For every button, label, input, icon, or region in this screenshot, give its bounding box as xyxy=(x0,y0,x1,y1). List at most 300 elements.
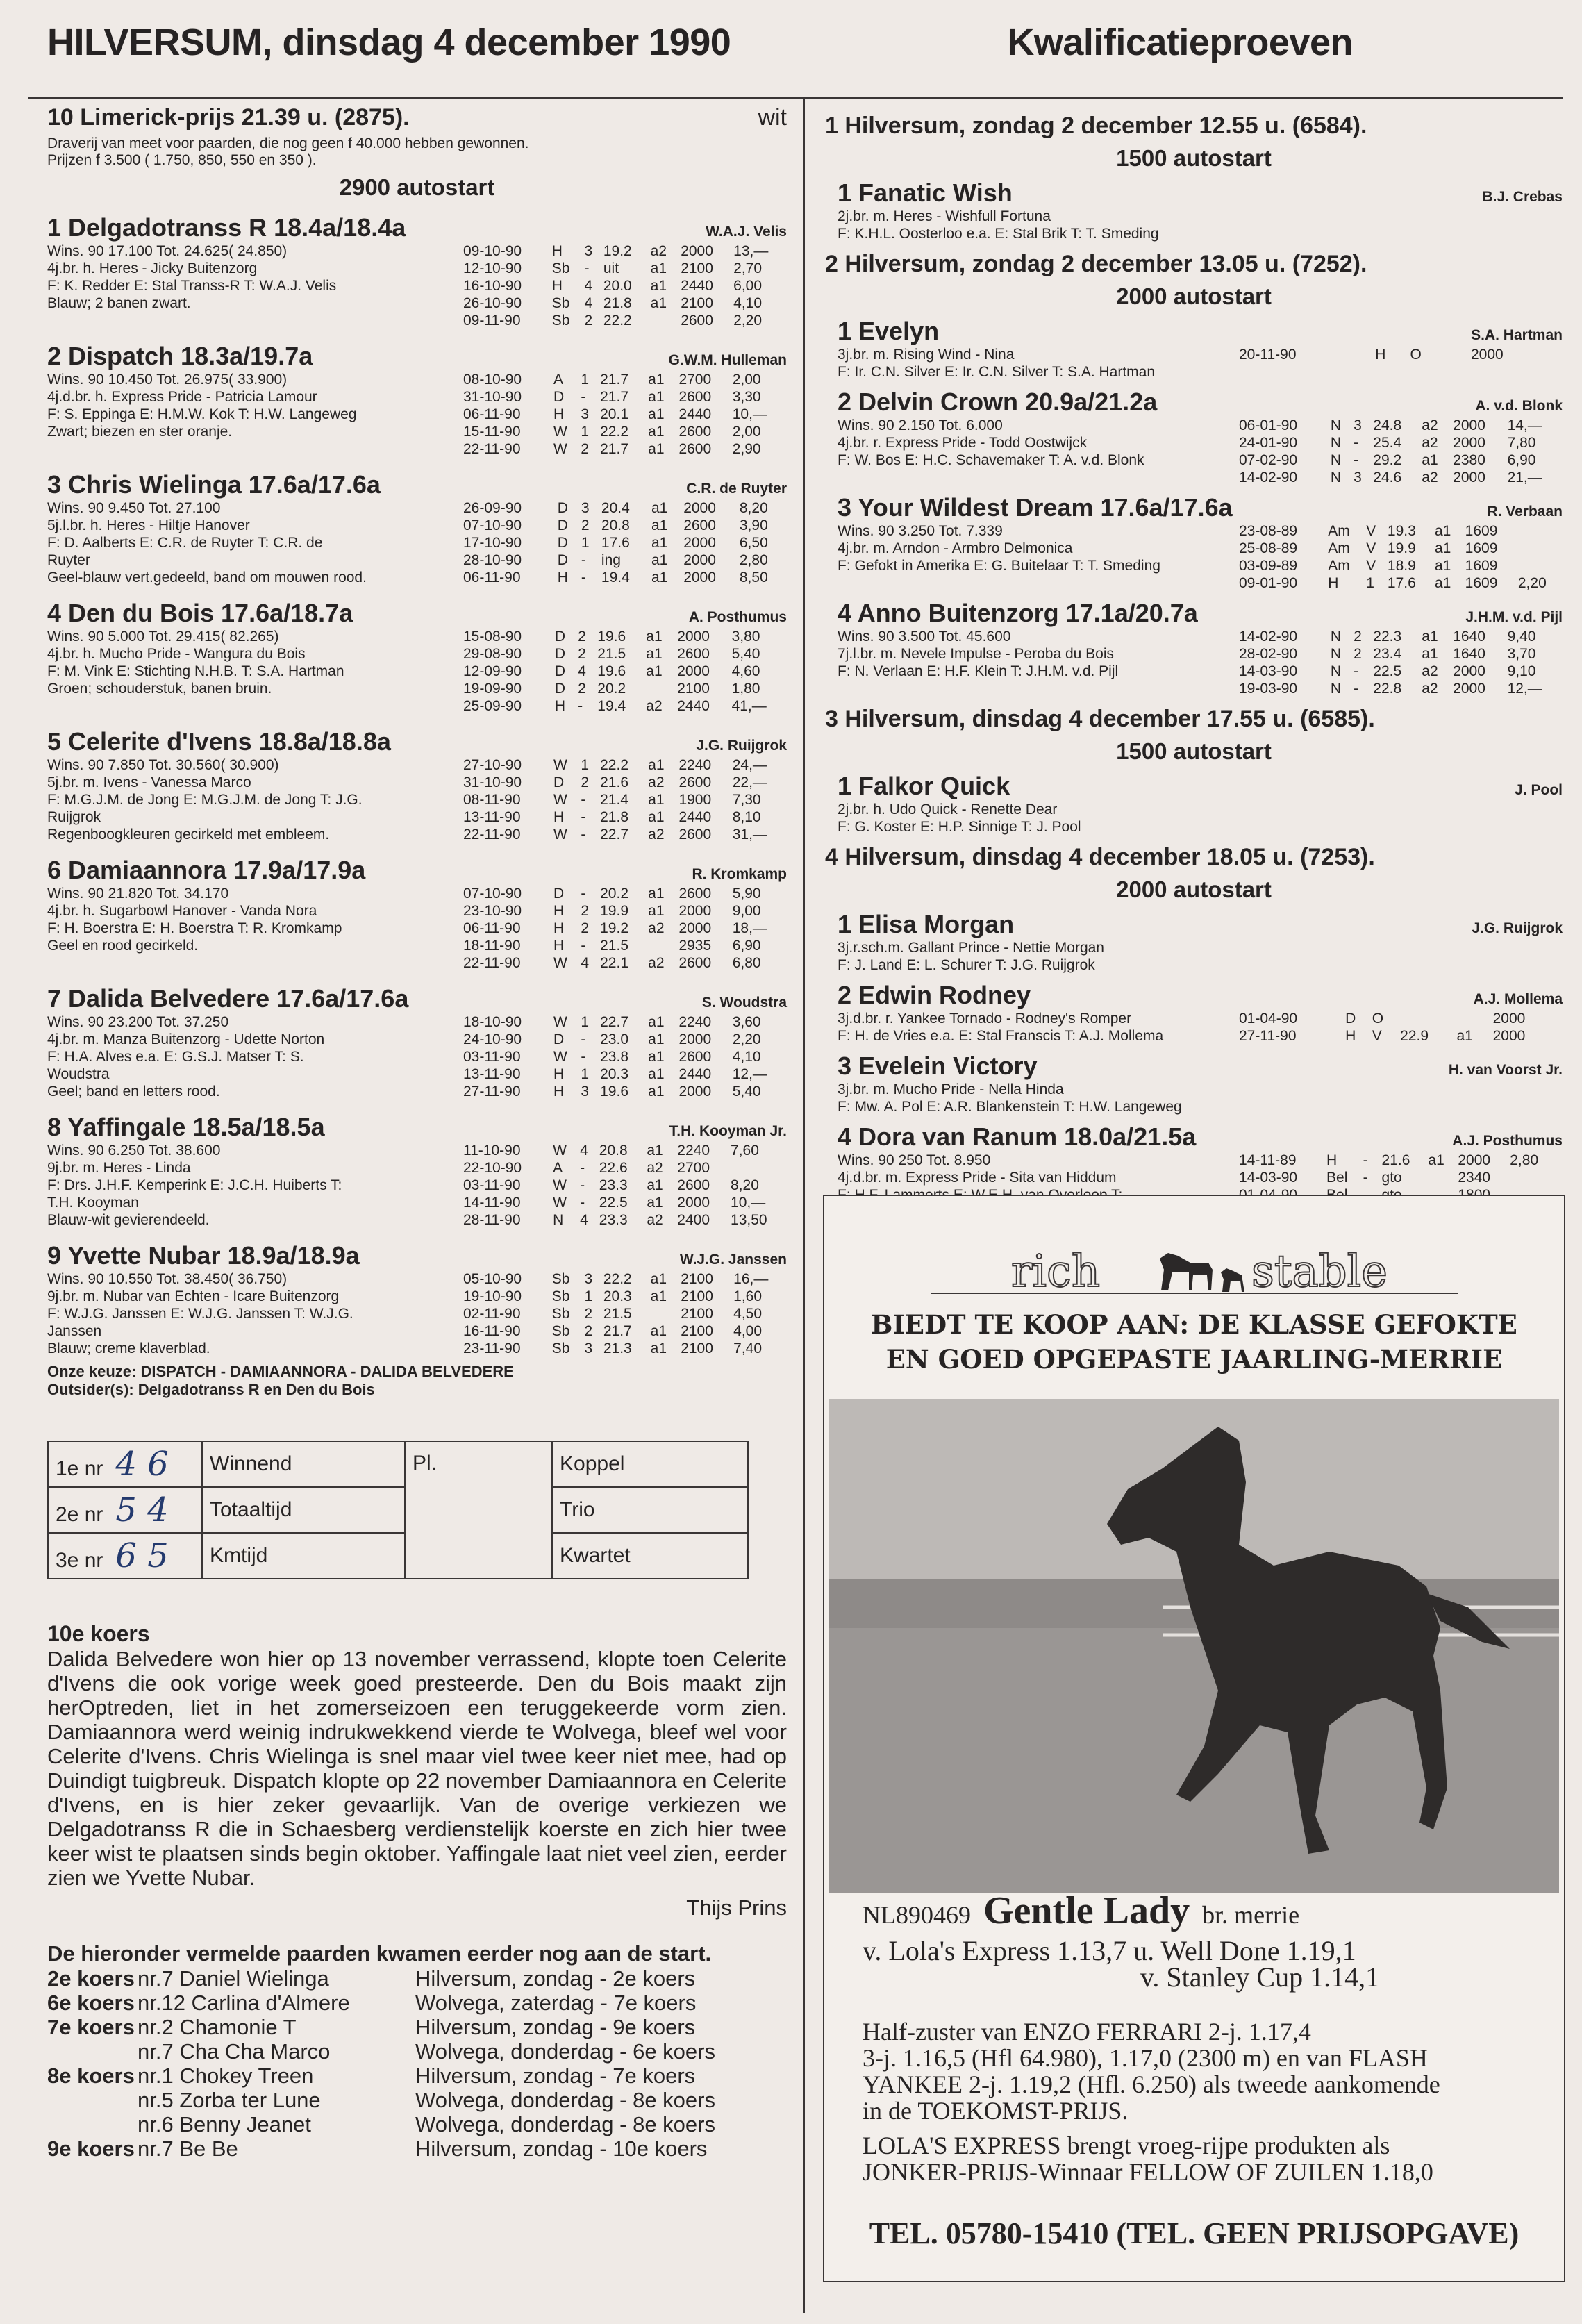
horse-driver: A. Posthumus xyxy=(688,609,787,625)
result-cell: 3,90 xyxy=(739,517,768,533)
result-cell: Sb xyxy=(551,1306,570,1322)
result-cell: 16,— xyxy=(733,1271,769,1287)
earlier-horse: nr.7 Daniel Wielinga xyxy=(138,1966,329,1991)
result-cell: 21.8 xyxy=(600,809,628,825)
horse-driver: J.H.M. v.d. Pijl xyxy=(1465,609,1563,625)
qualifier-start: 1500 autostart xyxy=(1116,145,1272,171)
result-cell: a1 xyxy=(648,1014,665,1030)
result-cell: 2600 xyxy=(678,389,712,405)
earlier-track: Wolvega, donderdag - 6e koers xyxy=(415,2039,715,2064)
horse-name: 1 Falkor Quick xyxy=(838,772,1010,800)
result-cell: a2 xyxy=(1422,681,1438,697)
result-cell: 2440 xyxy=(677,698,710,714)
ad-horse-sex: br. merrie xyxy=(1202,1901,1300,1929)
result-cell: 08-10-90 xyxy=(463,372,522,388)
result-cell: 2600 xyxy=(678,441,712,457)
result-cell: 20.1 xyxy=(600,406,628,422)
result-cell: 3 xyxy=(584,243,593,259)
result-cell: 14,— xyxy=(1507,417,1542,433)
result-cell: Am xyxy=(1328,540,1350,556)
comment-author: Thijs Prins xyxy=(686,1895,787,1920)
result-cell: V xyxy=(1366,540,1376,556)
results-table xyxy=(460,1013,787,1100)
result-cell: 03-11-90 xyxy=(463,1177,521,1193)
horse-block xyxy=(825,599,1563,697)
result-cell: 22.2 xyxy=(600,757,628,773)
result-cell: 2,00 xyxy=(732,372,761,388)
ad-desc-line: JONKER-PRIJS-Winnaar FELLOW OF ZUILEN 1.18,0 xyxy=(863,2158,1433,2186)
horse-info: 2j.br. m. Heres - Wishfull Fortuna F: K.H.L. Oosterloo e.a. E: Stal Brik T: T. Smeding xyxy=(838,208,1159,242)
result-cell: - xyxy=(581,570,586,586)
result-cell: 1900 xyxy=(678,792,712,808)
horse-block xyxy=(47,1113,787,1229)
result-cell: a1 xyxy=(650,260,667,276)
result-cell: 24.6 xyxy=(1373,470,1402,485)
result-row xyxy=(460,277,787,294)
result-cell xyxy=(1397,1010,1454,1027)
results-table xyxy=(1236,628,1563,697)
result-cell: 14-03-90 xyxy=(1239,663,1298,679)
horse-driver: R. Verbaan xyxy=(1487,504,1563,520)
horse-results xyxy=(1236,346,1563,381)
result-cell: D xyxy=(554,681,566,697)
result-cell: H xyxy=(1375,347,1386,363)
result-cell: 2600 xyxy=(678,955,712,971)
result-cell: 01-04-90 xyxy=(1239,1011,1298,1027)
horse-results xyxy=(1236,417,1563,486)
result-row xyxy=(460,791,787,808)
result-row xyxy=(1236,451,1563,469)
result-cell: - xyxy=(581,827,586,843)
result-cell: W xyxy=(553,1014,567,1030)
right-column xyxy=(825,104,1563,1221)
result-cell: H xyxy=(553,938,565,954)
result-cell: a1 xyxy=(648,1031,665,1047)
result-cell: 4,00 xyxy=(733,1323,763,1339)
horse-name: 5 Celerite d'Ivens 18.8a/18.8a xyxy=(47,727,391,756)
result-cell: 28-10-90 xyxy=(463,552,522,568)
horse-name-line xyxy=(838,910,1563,939)
result-cell: 2000 xyxy=(683,552,716,568)
result-cell: 2000 xyxy=(1453,681,1485,697)
result-cell: 19-10-90 xyxy=(463,1288,522,1304)
result-cell: a1 xyxy=(648,903,665,919)
tip-label: 3e nr xyxy=(56,1549,103,1572)
result-cell: 14-11-89 xyxy=(1239,1152,1297,1168)
result-cell xyxy=(648,312,678,329)
result-cell: N xyxy=(1330,663,1342,679)
result-cell: 2 xyxy=(1354,629,1362,645)
result-cell: a1 xyxy=(651,535,668,551)
horse-results xyxy=(460,756,787,843)
result-cell: 2 xyxy=(584,313,593,329)
tip-bet: Koppel xyxy=(552,1441,748,1487)
result-cell: 22,— xyxy=(732,774,767,790)
result-row xyxy=(460,885,787,902)
result-cell: a1 xyxy=(1434,575,1451,591)
horse-body xyxy=(838,1010,1563,1045)
result-cell: a2 xyxy=(647,1160,663,1176)
result-cell: 13-11-90 xyxy=(463,1066,521,1082)
result-cell: 22.2 xyxy=(603,1271,632,1287)
result-cell: 23.8 xyxy=(600,1049,628,1065)
result-cell xyxy=(1507,1169,1563,1186)
result-cell: 16-10-90 xyxy=(463,278,522,294)
result-cell: 1 xyxy=(581,757,590,773)
horse-info: Wins. 90 17.100 Tot. 24.625( 24.850) 4j.br. h. Heres - Jicky Buitenzorg F: K. Redder E: Stal Transs-R T: W.A.J. Velis Blauw; 2 banen zwart. xyxy=(47,243,337,311)
result-cell: ing xyxy=(601,552,621,568)
result-cell: 2 xyxy=(1354,646,1362,662)
result-row xyxy=(1236,1169,1563,1186)
results-table xyxy=(460,242,787,329)
result-cell: a1 xyxy=(651,517,668,533)
our-choice xyxy=(47,1363,787,1399)
horse-info: Wins. 90 5.000 Tot. 29.415( 82.265) 4j.br. h. Mucho Pride - Wangura du Bois F: M. Vink E: Stichting N.H.B. T: S.A. Hartman Groen; schouderstuk, banen bruin. xyxy=(47,629,344,697)
horse-body xyxy=(47,628,787,715)
result-cell: 6,80 xyxy=(732,955,761,971)
result-cell: N xyxy=(553,1212,564,1228)
result-cell: 18,— xyxy=(732,920,767,936)
result-cell xyxy=(1554,1027,1563,1045)
horse-results xyxy=(460,242,787,329)
result-cell: 19-03-90 xyxy=(1239,681,1298,697)
result-cell: 9,10 xyxy=(1507,663,1536,679)
result-row xyxy=(460,312,787,329)
result-cell: a1 xyxy=(1422,452,1438,468)
result-cell: 3 xyxy=(581,1084,590,1099)
horse-info: Wins. 90 10.450 Tot. 26.975( 33.900) 4j.d.br. h. Express Pride - Patricia Lamour F: S. Eppinga E: H.M.W. Kok T: H.W. Langeweg Zwart; biezen en ster oranje. xyxy=(47,372,357,440)
result-cell: D xyxy=(557,552,568,568)
result-cell: D xyxy=(557,535,568,551)
result-cell: 2600 xyxy=(678,424,712,440)
horse-block xyxy=(47,984,787,1100)
result-cell: 2 xyxy=(581,774,590,790)
result-cell: 1609 xyxy=(1465,575,1498,591)
result-cell: 2000 xyxy=(683,535,716,551)
result-cell: a1 xyxy=(648,372,665,388)
result-cell: 20.8 xyxy=(599,1143,628,1159)
result-cell: - xyxy=(581,1049,586,1065)
horse-name-line xyxy=(838,179,1563,208)
result-cell: 2700 xyxy=(678,372,712,388)
horse-info: Wins. 90 9.450 Tot. 27.100 5j.l.br. h. Heres - Hiltje Hanover F: D. Aalberts E: C.R. de Ruyter T: C.R. de Ruyter Geel-blauw vert.gedeeld, band om mouwen rood. xyxy=(47,500,367,586)
result-cell: a2 xyxy=(648,955,665,971)
result-row xyxy=(460,628,787,645)
result-cell: 3 xyxy=(1354,417,1362,433)
result-row xyxy=(460,937,787,954)
result-cell: - xyxy=(1354,452,1359,468)
result-cell: H xyxy=(553,1066,565,1082)
result-cell: 31-10-90 xyxy=(463,389,522,405)
result-cell: 2380 xyxy=(1453,452,1485,468)
earlier-race: 7e koers xyxy=(47,2015,135,2039)
horse-name: 4 Anno Buitenzorg 17.1a/20.7a xyxy=(838,599,1198,627)
result-cell: 21.6 xyxy=(1381,1152,1410,1168)
result-cell: - xyxy=(581,809,586,825)
race-start: 2900 autostart xyxy=(339,174,495,200)
result-cell: 8,20 xyxy=(739,500,768,516)
horse-name: 6 Damiaannora 17.9a/17.9a xyxy=(47,856,366,884)
result-cell: 7,40 xyxy=(733,1341,763,1356)
result-cell: 1,60 xyxy=(733,1288,763,1304)
horse-info: Wins. 90 3.500 Tot. 45.600 7j.l.br. m. Nevele Impulse - Peroba du Bois F: N. Verlaan E: H.F. Klein T: J.H.M. v.d. Pijl xyxy=(838,629,1119,679)
result-cell: 2000 xyxy=(1492,1011,1526,1027)
result-cell: 22.1 xyxy=(600,955,628,971)
result-cell: 2100 xyxy=(681,295,713,311)
horse-block xyxy=(47,470,787,586)
result-cell: 28-11-90 xyxy=(463,1212,521,1228)
result-cell: 4 xyxy=(578,663,586,679)
result-cell: a2 xyxy=(646,698,663,714)
result-cell: 17-10-90 xyxy=(463,535,522,551)
result-cell: 2000 xyxy=(678,920,712,936)
horse-body xyxy=(838,801,1563,836)
result-cell: - xyxy=(580,1177,585,1193)
tip-label: 1e nr xyxy=(56,1457,103,1480)
result-cell: 1 xyxy=(584,1288,593,1304)
result-cell: 2400 xyxy=(677,1212,710,1228)
earlier-race: 8e koers xyxy=(47,2064,135,2088)
horse-results xyxy=(460,1013,787,1100)
result-cell: W xyxy=(553,792,567,808)
result-cell: a2 xyxy=(648,920,665,936)
result-cell: 2000 xyxy=(683,500,716,516)
result-cell: 2,80 xyxy=(739,552,768,568)
result-cell: N xyxy=(1330,646,1342,662)
result-cell: a1 xyxy=(646,646,663,662)
ad-desc-line: LOLA'S EXPRESS brengt vroeg-rijpe produkten als xyxy=(863,2132,1390,2159)
result-cell: D xyxy=(554,629,566,645)
result-cell: 1609 xyxy=(1465,558,1498,574)
result-row xyxy=(460,826,787,843)
result-cell: 20.3 xyxy=(603,1288,632,1304)
result-cell: D xyxy=(1345,1011,1356,1027)
horse-driver: B.J. Crebas xyxy=(1482,189,1563,205)
result-cell: 2000 xyxy=(1453,417,1485,433)
result-cell: 2 xyxy=(581,517,590,533)
result-row xyxy=(460,680,787,697)
result-cell: a1 xyxy=(648,886,665,902)
result-cell: 18-11-90 xyxy=(463,938,521,954)
result-cell: 2000 xyxy=(1492,1028,1526,1044)
horse-name-line xyxy=(47,213,787,242)
horse-name-line xyxy=(47,342,787,371)
result-cell: 2600 xyxy=(678,886,712,902)
result-cell: 2000 xyxy=(1458,1152,1491,1168)
column-divider xyxy=(803,99,805,2313)
result-cell: 12-10-90 xyxy=(463,260,522,276)
results-table xyxy=(460,499,787,586)
result-cell: 2100 xyxy=(681,1341,713,1356)
result-cell: 3,30 xyxy=(732,389,761,405)
result-cell: D xyxy=(554,646,566,662)
result-cell: a1 xyxy=(1434,540,1451,556)
result-cell: 10,— xyxy=(731,1195,766,1211)
result-cell: 1609 xyxy=(1465,540,1498,556)
result-cell: 21.3 xyxy=(603,1341,632,1356)
result-cell: 2 xyxy=(578,681,586,697)
result-cell: D xyxy=(557,500,568,516)
result-cell xyxy=(643,680,674,697)
result-row xyxy=(460,1013,787,1031)
result-cell: 9,00 xyxy=(732,903,761,919)
qualifier-title: 3 Hilversum, dinsdag 4 december 17.55 u. (6585). xyxy=(825,706,1375,732)
results-table xyxy=(460,371,787,458)
result-cell: 23-08-89 xyxy=(1239,523,1298,539)
result-cell: 20.2 xyxy=(600,886,628,902)
horse-block xyxy=(47,856,787,972)
result-cell: a1 xyxy=(1422,646,1438,662)
result-cell: 21.6 xyxy=(600,774,628,790)
horse-name-line xyxy=(47,599,787,628)
result-cell: 12-09-90 xyxy=(463,663,522,679)
result-cell: 22.2 xyxy=(600,424,628,440)
result-cell: 2,00 xyxy=(732,424,761,440)
result-cell: - xyxy=(581,792,586,808)
result-cell: 13,50 xyxy=(731,1212,767,1228)
result-cell: D xyxy=(553,389,565,405)
result-cell: 22.7 xyxy=(600,827,628,843)
horse-driver: W.J.G. Janssen xyxy=(679,1252,787,1268)
result-cell: 2240 xyxy=(678,757,712,773)
result-row xyxy=(1236,557,1563,574)
result-cell: 1 xyxy=(581,1014,590,1030)
result-cell: 25-08-89 xyxy=(1239,540,1298,556)
result-cell: 22.2 xyxy=(603,313,632,329)
horse-body xyxy=(838,208,1563,242)
horse-photo-graphic xyxy=(829,1399,1559,1893)
result-row xyxy=(460,1288,787,1305)
result-cell: 03-09-89 xyxy=(1239,558,1298,574)
result-cell: Sb xyxy=(551,295,570,311)
result-cell: W xyxy=(553,1049,567,1065)
result-cell: 14-02-90 xyxy=(1239,470,1298,485)
horse-block xyxy=(825,317,1563,381)
comment-text: Dalida Belvedere won hier op 13 november verrassend, klopte toen Celerite d'Ivens die ook vorige week goed presteerde. Den du Bois maakt zijn herOptreden, liet in het zomerseizoen een teruggekeerde vorm zien. Damiaannora werd weinig indrukwekkend vierde te Wolvega, bleef wel voor Celerite d'Ivens. Chris Wielinga is snel maar viel twee keer niet mee, had op Duindigt tuigbreuk. Dispatch klopte op 22 november Damiaannora en Celerite d'Ivens, en is hier zeker gevaarlijk. Van de overige verkiezen we Delgadotranss R die in Schaesberg verdienstelijk koerste en zich hier twee keer wist te plaatsen sinds begin oktober. Yaffingale laat niet veel zien, eerder zien we Yvette Nubar. xyxy=(47,1647,788,1890)
result-cell: a1 xyxy=(648,757,665,773)
results-table xyxy=(1236,1010,1563,1045)
result-cell: a1 xyxy=(650,1323,667,1339)
horse-info: Wins. 90 10.550 Tot. 38.450( 36.750) 9j.br. m. Nubar van Echten - Icare Buitenzorg F: W.J.G. Janssen E: W.J.G. Janssen T: W.J.G. Janssen Blauw; creme klaverblad. xyxy=(47,1271,353,1356)
result-cell xyxy=(1515,522,1563,540)
result-cell: O xyxy=(1372,1011,1384,1027)
result-cell: 19.4 xyxy=(601,570,630,586)
result-cell: 3,80 xyxy=(731,629,760,645)
result-row xyxy=(460,260,787,277)
result-row xyxy=(460,294,787,312)
horse-name: 1 Delgadotranss R 18.4a/18.4a xyxy=(47,213,406,242)
earlier-horse: nr.5 Zorba ter Lune xyxy=(138,2088,321,2112)
comment-title: 10e koers xyxy=(47,1621,150,1646)
result-cell: 2600 xyxy=(681,313,713,329)
result-cell: 19.4 xyxy=(597,698,626,714)
result-cell: 13-11-90 xyxy=(463,809,521,825)
horse-block xyxy=(47,599,787,715)
result-cell xyxy=(728,1159,787,1177)
result-cell: W xyxy=(553,441,567,457)
result-cell: 10,— xyxy=(732,406,767,422)
result-cell: a1 xyxy=(650,295,667,311)
horse-block xyxy=(47,1241,787,1357)
horse-info: Wins. 90 21.820 Tot. 34.170 4j.br. h. Sugarbowl Hanover - Vanda Nora F: H. Boerstra E: H. Boerstra T: R. Kromkamp Geel en rood gecirkeld. xyxy=(47,886,342,954)
result-cell: 2440 xyxy=(681,278,713,294)
horse-driver: J. Pool xyxy=(1515,782,1563,798)
horse-driver: J.G. Ruijgrok xyxy=(1472,920,1563,936)
result-cell: V xyxy=(1372,1028,1382,1044)
earlier-horse: nr.7 Be Be xyxy=(138,2136,238,2161)
horse-body xyxy=(47,1142,787,1229)
result-cell: 11-10-90 xyxy=(463,1143,521,1159)
result-cell: H xyxy=(553,920,565,936)
result-cell: 21.7 xyxy=(600,372,628,388)
horse-name: 8 Yaffingale 18.5a/18.5a xyxy=(47,1113,325,1141)
horse-block xyxy=(825,1052,1563,1115)
result-cell: 4 xyxy=(584,278,593,294)
result-cell: 2100 xyxy=(681,1306,713,1322)
earlier-track: Hilversum, zondag - 9e koers xyxy=(415,2015,696,2039)
result-cell: 14-02-90 xyxy=(1239,629,1298,645)
result-cell xyxy=(648,1305,678,1322)
horse-body xyxy=(47,756,787,843)
result-cell: Am xyxy=(1328,523,1350,539)
result-cell: a1 xyxy=(1434,523,1451,539)
result-cell: 6,50 xyxy=(739,535,768,551)
result-cell: 2100 xyxy=(677,681,710,697)
result-cell: 19.3 xyxy=(1387,523,1416,539)
race-title: 10 Limerick-prijs 21.39 u. (2875). xyxy=(47,104,410,131)
result-cell: 2000 xyxy=(1470,347,1504,363)
horse-block xyxy=(47,342,787,458)
race-conditions xyxy=(47,135,787,169)
result-cell: H xyxy=(1328,575,1339,591)
result-row xyxy=(1236,680,1563,697)
result-cell: 2000 xyxy=(1453,663,1485,679)
result-row xyxy=(1236,1010,1563,1027)
result-cell: 2 xyxy=(584,1323,593,1339)
earlier-track: Wolvega, zaterdag - 7e koers xyxy=(415,1991,697,2015)
horse-name: 4 Dora van Ranum 18.0a/21.5a xyxy=(838,1122,1197,1151)
result-cell: a1 xyxy=(651,552,668,568)
result-cell: a1 xyxy=(648,406,665,422)
result-cell: N xyxy=(1330,629,1342,645)
result-cell: 23.0 xyxy=(600,1031,628,1047)
result-cell: - xyxy=(1363,1170,1368,1186)
tip-handwritten: 4 6 xyxy=(115,1445,169,1484)
result-cell: 25.4 xyxy=(1373,435,1402,451)
result-cell: a2 xyxy=(1422,470,1438,485)
result-cell: 2600 xyxy=(678,774,712,790)
result-row xyxy=(460,663,787,680)
result-cell: H xyxy=(553,406,565,422)
ad-telephone: TEL. 05780-15410 (TEL. GEEN PRIJSOPGAVE) xyxy=(869,2216,1519,2250)
result-row xyxy=(460,440,787,458)
result-cell: 2100 xyxy=(681,1271,713,1287)
earlier-horse: nr.7 Cha Cha Marco xyxy=(138,2039,331,2064)
horse-name: 2 Delvin Crown 20.9a/21.2a xyxy=(838,388,1158,416)
horse-body xyxy=(47,371,787,458)
advertisement xyxy=(823,1195,1565,2282)
results-table xyxy=(460,885,787,972)
result-cell: a1 xyxy=(648,1049,665,1065)
result-row xyxy=(460,1177,787,1194)
result-cell: 4 xyxy=(580,1143,588,1159)
result-cell: 2000 xyxy=(678,1031,712,1047)
result-cell: 2 xyxy=(581,441,590,457)
result-cell: 16-11-90 xyxy=(463,1323,521,1339)
result-cell: gto xyxy=(1381,1170,1402,1186)
result-cell: 05-10-90 xyxy=(463,1271,522,1287)
horse-body xyxy=(838,417,1563,486)
